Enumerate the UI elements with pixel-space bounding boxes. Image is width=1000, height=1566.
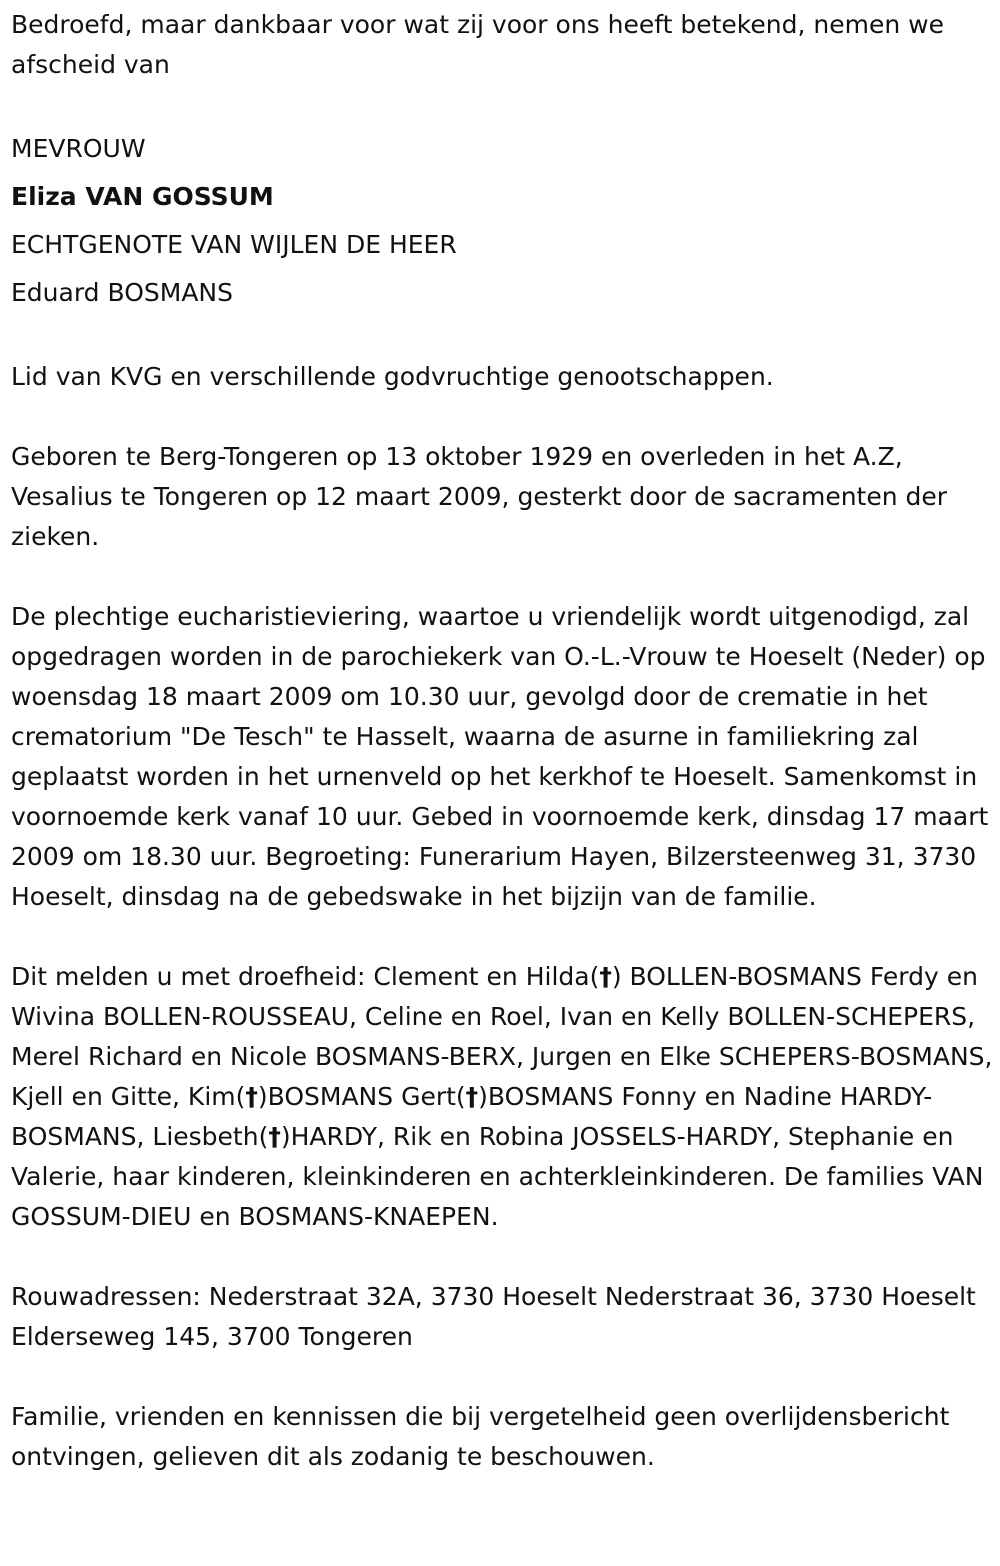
spacer	[11, 1237, 993, 1277]
cross-icon: †	[245, 1082, 258, 1111]
spacer	[11, 85, 993, 125]
cross-icon: †	[268, 1122, 281, 1151]
membership-text: Lid van KVG en verschillende godvruchtige genootschappen.	[11, 362, 774, 391]
family-text	[11, 957, 993, 1237]
spacer	[11, 917, 993, 957]
spacer	[11, 557, 993, 597]
family-text-part: )HARDY, Rik en Robina JOSSELS-HARDY, Stephanie en Valerie, haar kinderen, kleinkinderen en achterkleinkinderen. De families VAN GOSSUM-DIEU en BOSMANS-KNAEPEN.	[11, 1122, 984, 1231]
title-prefix: MEVROUW	[11, 134, 146, 163]
deceased-name: Eliza VAN GOSSUM	[11, 182, 274, 211]
spouse-name: Eduard BOSMANS	[11, 278, 233, 307]
ceremony-text: De plechtige eucharistieviering, waartoe u vriendelijk wordt uitgenodigd, zal opgedragen worden in de parochiekerk van O.-L.-Vrouw te Hoeselt (Neder) op woensdag 18 maart 2009 om 10.30 uur, gevolgd door de crematie in het crematorium "De Tesch" te Hasselt, waarna de asurne in familiekring zal geplaatst worden in het urnenveld op het kerkhof te Hoeselt. Samenkomst in voornoemde kerk vanaf 10 uur. Gebed in voornoemde kerk, dinsdag 17 maart 2009 om 18.30 uur. Begroeting: Funerarium Hayen, Bilzersteenweg 31, 3730 Hoeselt, dinsdag na de gebedswake in het bijzijn van de familie.	[11, 602, 989, 911]
spouse-label: ECHTGENOTE VAN WIJLEN DE HEER	[11, 230, 457, 259]
intro-text: Bedroefd, maar dankbaar voor wat zij voor ons heeft betekend, nemen we afscheid van	[11, 10, 944, 79]
family-text-part: )BOSMANS Fonny en Nadine HARDY-BOSMANS, Liesbeth(	[11, 1082, 933, 1151]
family-text-part: ) BOLLEN-BOSMANS Ferdy en Wivina BOLLEN-ROUSSEAU, Celine en Roel, Ivan en Kelly BOLLEN-SCHEPERS, Merel Richard en Nicole BOSMANS-BERX, Jurgen en Elke SCHEPERS-BOSMANS, Kjell en Gitte, Kim(	[11, 962, 993, 1111]
closing-text: Familie, vrienden en kennissen die bij vergetelheid geen overlijdensbericht ontvingen, gelieven dit als zodanig te beschouwen.	[11, 1402, 950, 1471]
birth-death-text: Geboren te Berg-Tongeren op 13 oktober 1929 en overleden in het A.Z, Vesalius te Tongeren op 12 maart 2009, gesterkt door de sacramenten der zieken.	[11, 442, 948, 551]
spacer	[11, 1357, 993, 1397]
spacer	[11, 397, 993, 437]
obituary-notice	[11, 5, 993, 1477]
family-text-part: Dit melden u met droefheid: Clement en Hilda(	[11, 962, 600, 991]
addresses-text: Rouwadressen: Nederstraat 32A, 3730 Hoeselt Nederstraat 36, 3730 Hoeselt Elderseweg 145, 3700 Tongeren	[11, 1282, 976, 1351]
cross-icon: †	[465, 1082, 479, 1111]
cross-icon: †	[599, 962, 612, 991]
spacer	[11, 317, 993, 357]
family-text-part: )BOSMANS Gert(	[257, 1082, 466, 1111]
